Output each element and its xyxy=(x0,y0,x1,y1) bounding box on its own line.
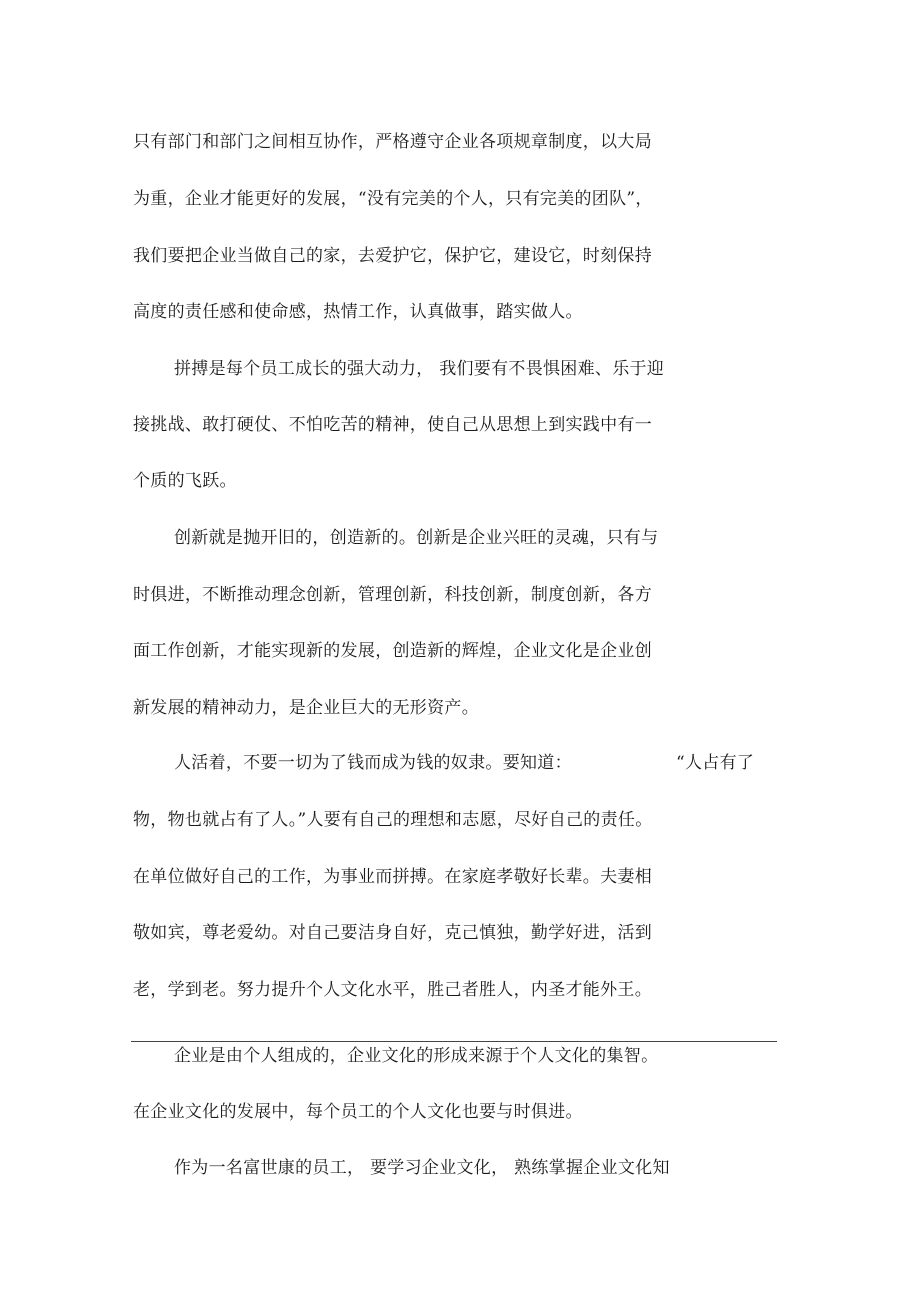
quote-fragment: “人占有了 xyxy=(676,753,755,773)
text-line: 面工作创新，才能实现新的发展，创造新的辉煌，企业文化是企业创 xyxy=(133,641,652,661)
text-line: 为重，企业才能更好的发展，“没有完美的个人，只有完美的团队”， xyxy=(133,189,653,209)
text-line: 在企业文化的发展中，每个员工的个人文化也要与时俱进。 xyxy=(133,1102,583,1122)
text-line: 个质的飞跃。 xyxy=(133,471,237,491)
paragraph-first-line: 创新就是抛开旧的，创造新的。创新是企业兴旺的灵魂，只有与 xyxy=(174,528,659,548)
text-line: 新发展的精神动力，是企业巨大的无形资产。 xyxy=(133,698,479,718)
paragraph-first-line: 拼搏是每个员工成长的强大动力， 我们要有不畏惧困难、乐于迎 xyxy=(174,359,665,379)
horizontal-rule xyxy=(131,1041,777,1042)
text-line: 我们要把企业当做自己的家，去爱护它，保护它，建设它，时刻保持 xyxy=(133,246,652,266)
paragraph-first-line: 人活着，不要一切为了钱而成为钱的奴隶。要知道： xyxy=(174,753,572,773)
paragraph-first-line: 作为一名富世康的员工， 要学习企业文化， 熟练掌握企业文化知 xyxy=(174,1158,670,1178)
text-line: 物，物也就占有了人。”人要有自己的理想和志愿，尽好自己的责任。 xyxy=(133,810,653,830)
text-line: 在单位做好自己的工作，为事业而拼搏。在家庭孝敬好长辈。夫妻相 xyxy=(133,867,652,887)
text-line: 老，学到老。努力提升个人文化水平，胜己者胜人，内圣才能外王。 xyxy=(133,980,652,1000)
paragraph-first-line: 企业是由个人组成的，企业文化的形成来源于个人文化的集智。 xyxy=(174,1046,659,1066)
text-line: 只有部门和部门之间相互协作，严格遵守企业各项规章制度，以大局 xyxy=(133,132,652,152)
text-line: 时俱进，不断推动理念创新，管理创新，科技创新，制度创新，各方 xyxy=(133,585,652,605)
text-line: 高度的责任感和使命感，热情工作，认真做事，踏实做人。 xyxy=(133,302,583,322)
text-line: 接挑战、敢打硬仗、不怕吃苦的精神，使自己从思想上到实践中有一 xyxy=(133,415,652,435)
text-line: 敬如宾，尊老爱幼。对自己要洁身自好，克己慎独，勤学好进，活到 xyxy=(133,923,652,943)
